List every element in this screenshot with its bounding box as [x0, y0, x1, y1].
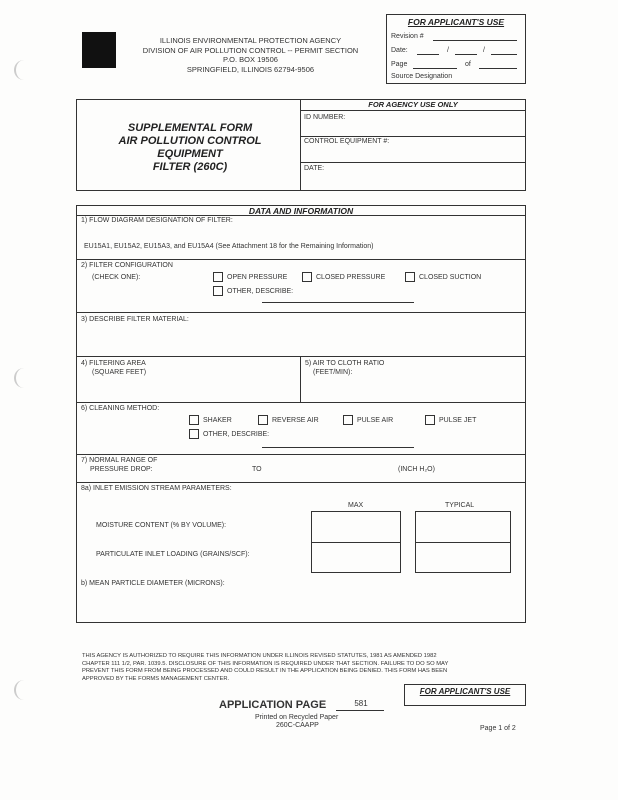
date-day-field[interactable]	[455, 54, 477, 55]
closed-pressure-checkbox[interactable]	[302, 272, 312, 282]
row-divider	[76, 402, 526, 403]
page-total-field[interactable]	[479, 68, 517, 69]
agency-name: ILLINOIS ENVIRONMENTAL PROTECTION AGENCY	[159, 36, 342, 45]
notice-line: THIS AGENCY IS AUTHORIZED TO REQUIRE THIS INFORMATION UNDER ILLINOIS REVISED STATUTES, 1981 AS AMENDED 1982	[82, 653, 437, 659]
q4-q5-divider	[300, 356, 301, 402]
moisture-max-cell[interactable]	[311, 511, 401, 543]
shaker-checkbox[interactable]	[189, 415, 199, 425]
agency-division: DIVISION OF AIR POLLUTION CONTROL -- PERMIT SECTION	[142, 45, 359, 55]
pulse-air-label: PULSE AIR	[357, 417, 394, 424]
form-title-line1: SUPPLEMENTAL FORM	[127, 122, 253, 134]
q6-label: 6) CLEANING METHOD:	[81, 405, 160, 412]
particle-diameter-label: b) MEAN PARTICLE DIAMETER (MICRONS):	[81, 580, 225, 587]
other-cleaning-label: OTHER, DESCRIBE:	[203, 431, 270, 438]
q2-label: 2) FILTER CONFIGURATION	[81, 262, 173, 269]
reverse-air-label: REVERSE AIR	[272, 417, 319, 424]
particulate-typical-cell[interactable]	[415, 542, 511, 573]
q8-label: 8a) INLET EMISSION STREAM PARAMETERS:	[81, 485, 232, 492]
date-year-field[interactable]	[491, 54, 517, 55]
applicant-use-footer-title: FOR APPLICANT'S USE	[419, 687, 511, 696]
q1-answer[interactable]: EU15A1, EU15A2, EU15A3, and EU15A4 (See Attachment 18 for the Remaining Information)	[84, 243, 374, 250]
closed-pressure-label: CLOSED PRESSURE	[316, 274, 386, 281]
moisture-typical-cell[interactable]	[415, 511, 511, 543]
application-page-field[interactable]	[336, 710, 384, 711]
q5-label: 5) AIR TO CLOTH RATIO	[305, 360, 385, 367]
of-label: of	[465, 61, 471, 68]
typical-column-header: TYPICAL	[445, 502, 475, 509]
q5-sub: (FEET/MIN):	[313, 369, 353, 376]
open-pressure-checkbox[interactable]	[213, 272, 223, 282]
date-month-field[interactable]	[417, 54, 439, 55]
agency-address	[118, 36, 383, 74]
pulse-jet-checkbox[interactable]	[425, 415, 435, 425]
page-label: Page	[391, 61, 408, 68]
form-code: 260C-CAAPP	[276, 722, 319, 729]
section-divider	[76, 215, 526, 216]
agency-po-box: P.O. BOX 19506	[223, 55, 278, 64]
notice-line: APPROVED BY THE FORMS MANAGEMENT CENTER.	[82, 675, 230, 682]
closed-suction-label: CLOSED SUCTION	[419, 274, 482, 281]
q7-label: 7) NORMAL RANGE OF	[81, 457, 158, 464]
revision-label: Revision #	[391, 33, 424, 40]
other-config-field[interactable]	[262, 302, 414, 303]
form-title	[80, 122, 300, 174]
source-designation-label: Source Designation	[391, 73, 453, 80]
binder-hole-mark	[14, 680, 30, 700]
open-pressure-label: OPEN PRESSURE	[227, 274, 288, 281]
form-title-line3: EQUIPMENT	[157, 148, 223, 160]
form-title-line4: FILTER (260C)	[152, 161, 228, 173]
page-field[interactable]	[413, 68, 457, 69]
agency-use-divider	[300, 136, 526, 137]
q4-label: 4) FILTERING AREA	[81, 360, 146, 367]
pulse-jet-label: PULSE JET	[439, 417, 477, 424]
other-config-label: OTHER, DESCRIBE:	[227, 288, 294, 295]
agency-date-label: DATE:	[304, 165, 325, 172]
agency-city: SPRINGFIELD, ILLINOIS 62794-9506	[186, 64, 315, 74]
page-number: Page 1 of 2	[480, 725, 516, 732]
q2-sub: (CHECK ONE):	[92, 274, 141, 281]
other-cleaning-checkbox[interactable]	[189, 429, 199, 439]
applicant-use-footer-box	[404, 684, 526, 706]
row-divider	[76, 482, 526, 483]
binder-hole-mark	[14, 60, 30, 80]
q3-label: 3) DESCRIBE FILTER MATERIAL:	[81, 316, 189, 323]
applicant-use-box	[386, 14, 526, 84]
application-page-number: 581	[354, 699, 368, 708]
moisture-content-label: MOISTURE CONTENT (% BY VOLUME):	[96, 522, 227, 529]
agency-use-title: FOR AGENCY USE ONLY	[368, 100, 458, 109]
q7-sub: PRESSURE DROP:	[90, 466, 153, 473]
application-page-label: APPLICATION PAGE	[219, 699, 327, 711]
date-separator: /	[447, 47, 449, 54]
max-column-header: MAX	[348, 502, 364, 509]
date-separator: /	[483, 47, 485, 54]
date-label: Date:	[391, 47, 408, 54]
row-divider	[76, 312, 526, 313]
form-title-line2: AIR POLLUTION CONTROL	[118, 135, 262, 147]
notice-line: PREVENT THIS FORM FROM BEING PROCESSED AND COULD RESULT IN THE APPLICATION BEING DENIED. THIS FORM HAS BEEN	[82, 668, 448, 674]
control-equipment-label: CONTROL EQUIPMENT #:	[304, 138, 390, 145]
agency-use-divider	[300, 110, 526, 111]
binder-hole-mark	[14, 368, 30, 388]
pulse-air-checkbox[interactable]	[343, 415, 353, 425]
other-config-checkbox[interactable]	[213, 286, 223, 296]
particulate-loading-label: PARTICULATE INLET LOADING (GRAINS/SCF):	[96, 551, 250, 558]
q7-to: TO	[252, 466, 262, 473]
closed-suction-checkbox[interactable]	[405, 272, 415, 282]
particulate-max-cell[interactable]	[311, 542, 401, 573]
revision-field[interactable]	[433, 40, 517, 41]
row-divider	[76, 356, 526, 357]
agency-logo-block	[82, 32, 116, 68]
printed-recycled: Printed on Recycled Paper	[255, 714, 339, 721]
applicant-use-title: FOR APPLICANT'S USE	[407, 17, 505, 27]
id-number-label: ID NUMBER:	[304, 114, 346, 121]
q4-sub: (SQUARE FEET)	[92, 369, 147, 376]
q1-label: 1) FLOW DIAGRAM DESIGNATION OF FILTER:	[81, 217, 233, 224]
agency-use-divider	[300, 162, 526, 163]
other-cleaning-field[interactable]	[262, 447, 414, 448]
q7-unit: (INCH H₂O)	[398, 466, 435, 473]
reverse-air-checkbox[interactable]	[258, 415, 268, 425]
row-divider	[76, 259, 526, 260]
row-divider	[76, 454, 526, 455]
title-divider	[300, 99, 301, 191]
legal-notice	[82, 653, 532, 683]
shaker-label: SHAKER	[203, 417, 232, 424]
section-title: DATA AND INFORMATION	[248, 206, 354, 216]
notice-line: CHAPTER 111 1/2, PAR. 1039.5. DISCLOSURE OF THIS INFORMATION IS REQUIRED UNDER THAT SECTION. FAILURE TO DO SO MAY	[82, 660, 449, 667]
